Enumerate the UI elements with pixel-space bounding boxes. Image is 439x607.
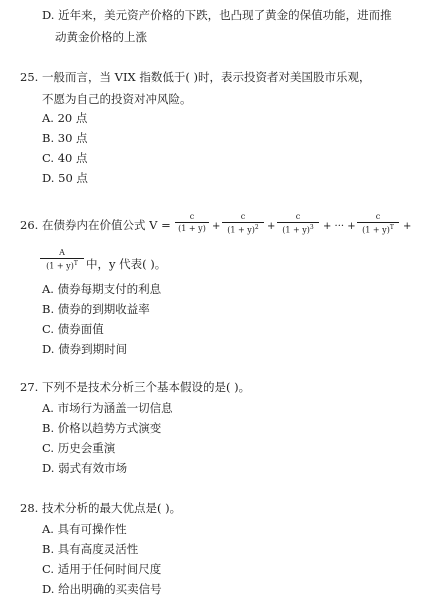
q26-ellipsis: + ··· + <box>323 221 356 232</box>
q25-option-a: A. 20 点 <box>42 111 88 125</box>
q27-option-a: A. 市场行为涵盖一切信息 <box>42 401 173 415</box>
q26-fraction-3 <box>277 213 319 235</box>
q26-frac4-base: (1 + y) <box>362 225 390 235</box>
q26-frac1-numerator: c <box>189 212 195 221</box>
q28-number: 28. <box>20 501 39 515</box>
q26-option-d: D. 债券到期时间 <box>42 342 128 356</box>
q26-frac3-numerator: c <box>295 212 301 221</box>
q25-number: 25. <box>20 70 39 84</box>
q26-frac1-denominator: (1 + y) <box>175 222 209 233</box>
q25-option-c: C. 40 点 <box>42 151 88 165</box>
q26-stem-prefix: 在债券内在价值公式 V = <box>42 218 171 232</box>
q26-option-a: A. 债券每期支付的利息 <box>42 282 162 296</box>
q25-stem-line2: 不愿为自己的投资对冲风险。 <box>42 92 192 106</box>
q26-number: 26. <box>20 218 39 232</box>
q27-number: 27. <box>20 380 39 394</box>
q26-option-b: B. 债券的到期收益率 <box>42 302 150 316</box>
q26-option-c: C. 债券面值 <box>42 322 104 336</box>
q26-fraction-5 <box>40 249 84 271</box>
q28-stem: 技术分析的最大优点是( )。 <box>42 501 182 515</box>
q27-stem: 下列不是技术分析三个基本假设的是( )。 <box>42 380 251 394</box>
q26-frac3-exponent: 3 <box>309 224 314 231</box>
q26-stem-suffix: 中，y 代表( )。 <box>86 257 167 271</box>
q26-frac4-numerator: c <box>375 212 381 221</box>
q27-option-b: B. 价格以趋势方式演变 <box>42 421 162 435</box>
q28-option-d: D. 给出明确的买卖信号 <box>42 582 162 596</box>
q26-frac5-exponent: T <box>73 260 78 267</box>
q26-frac4-exponent: T <box>389 224 394 231</box>
q26-frac4-denominator <box>357 222 399 235</box>
q26-plus-3: + <box>403 221 412 232</box>
q27-option-d: D. 弱式有效市场 <box>42 461 128 475</box>
q28-option-a: A. 具有可操作性 <box>42 522 127 536</box>
q26-plus-2: + <box>267 221 276 232</box>
q26-frac5-denominator <box>40 258 84 271</box>
q26-frac3-denominator <box>277 222 319 235</box>
q26-frac5-numerator: A <box>59 248 65 257</box>
q26-plus-1: + <box>212 221 221 232</box>
q25-stem-line1: 一般而言，当 VIX 指数低于( )时，表示投资者对美国股市乐观， <box>42 70 371 84</box>
q26-frac2-base: (1 + y) <box>227 225 255 235</box>
q25-option-d: D. 50 点 <box>42 171 88 185</box>
q26-frac5-base: (1 + y) <box>46 261 74 271</box>
q26-frac2-numerator: c <box>240 212 246 221</box>
q26-frac2-denominator <box>222 222 264 235</box>
q26-frac2-exponent: 2 <box>254 224 259 231</box>
q28-option-b: B. 具有高度灵活性 <box>42 542 139 556</box>
q24-option-d-line2: 动黄金价格的上涨 <box>55 30 147 44</box>
q26-fraction-4 <box>357 213 399 235</box>
q26-fraction-1 <box>175 213 209 233</box>
q27-option-c: C. 历史会重演 <box>42 441 116 455</box>
q28-option-c: C. 适用于任何时间尺度 <box>42 562 162 576</box>
q26-frac3-base: (1 + y) <box>282 225 310 235</box>
q26-fraction-2 <box>222 213 264 235</box>
q24-option-d-line1: D. 近年来，美元资产价格的下跌，也凸现了黄金的保值功能，进而推 <box>42 8 392 22</box>
q25-option-b: B. 30 点 <box>42 131 88 145</box>
